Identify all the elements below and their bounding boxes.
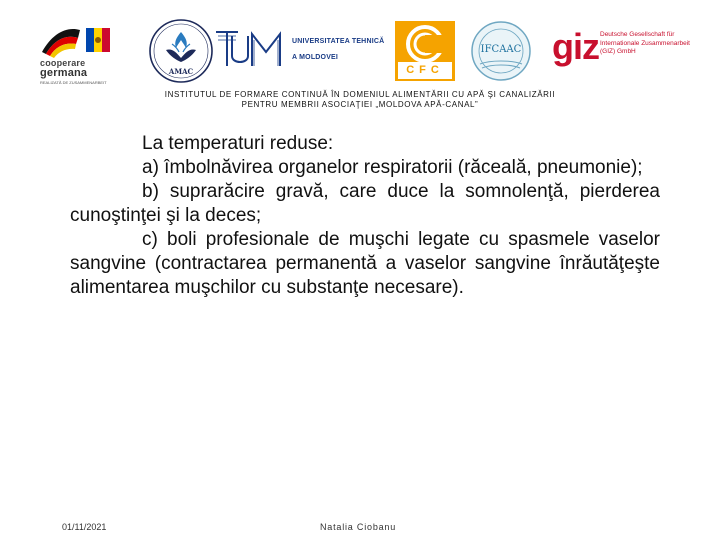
footer-author: Natalia Ciobanu xyxy=(320,522,397,532)
giz-logo xyxy=(552,26,702,74)
slide-body xyxy=(70,132,660,300)
germana-text: germana xyxy=(40,67,88,79)
logo-bar xyxy=(0,8,720,88)
cfc-logo xyxy=(394,20,456,82)
giz-wordmark: giz xyxy=(552,26,599,67)
amac-label: AMAC xyxy=(168,67,194,76)
content-item-c: c) boli profesionale de muşchi legate cu spasmele vaselor sangvine (contractarea permanentă a vaselor sangvine înrăutăţeşte alimentarea muşchilor cu substanţe necesare). xyxy=(70,229,660,298)
content-item-a: a) îmbolnăvirea organelor respiratorii (răceală, pneumonie); xyxy=(142,157,643,178)
cfc-label: CFC xyxy=(406,64,444,76)
utm-university-text: UNIVERSITATEA TEHNICĂ xyxy=(292,38,385,45)
cooperare-subtext: REALIZATĂ DE ZUSAMMENARBEIT xyxy=(40,80,107,85)
ifcaac-logo xyxy=(470,20,532,82)
utm-monogram-icon xyxy=(214,26,290,70)
giz-description: Deutsche Gesellschaft für Internationale Zusammenarbeit (GIZ) GmbH xyxy=(600,31,690,55)
cooperare-germana-logo xyxy=(32,22,124,86)
ifcaac-label: IFCAAC xyxy=(480,44,522,55)
content-item-b: b) suprarăcire gravă, care duce la somnolenţă, pierderea cunoştinţei şi la deces; xyxy=(70,181,660,226)
cooperare-text: cooperare xyxy=(40,58,86,68)
utm-logo xyxy=(214,22,385,82)
utm-moldova-text: A MOLDOVEI xyxy=(292,54,339,61)
footer-date: 01/11/2021 xyxy=(62,522,107,532)
content-heading: La temperaturi reduse: xyxy=(142,133,334,154)
amac-logo xyxy=(146,18,216,84)
institute-line-2: PENTRU MEMBRII ASOCIAŢIEI „MOLDOVA APĂ-CANAL” xyxy=(241,100,479,109)
institute-line-1: INSTITUTUL DE FORMARE CONTINUĂ ÎN DOMENIUL ALIMENTĂRII CU APĂ ŞI CANALIZĂRII xyxy=(164,90,556,99)
flags-icon xyxy=(38,24,118,58)
institute-title xyxy=(0,90,720,110)
